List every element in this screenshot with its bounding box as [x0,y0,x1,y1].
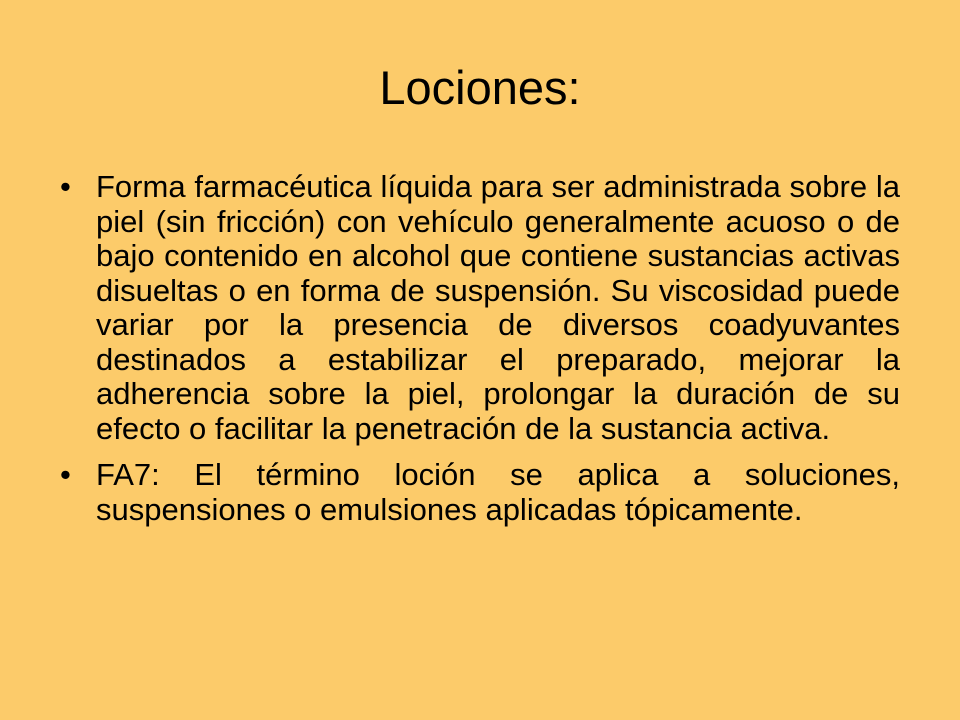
bullet-icon: • [60,457,71,492]
bullet-text-definition: Forma farmacéutica líquida para ser administrada sobre la piel (sin fricción) con vehículo generalmente acuoso o de bajo contenido en alcohol que contiene sustancias activas disueltas o en forma de suspensión. Su viscosidad puede variar por la presencia de diversos coadyuvantes destinados a estabilizar el preparado, mejorar la adherencia sobre la piel, prolongar la duración de su efecto o facilitar la penetración de la sustancia activa. [96,169,900,446]
bullet-icon: • [60,169,71,204]
bullet-item-definition [60,170,900,446]
slide-title: Lociones: [379,61,581,114]
bullet-item-fa7 [60,458,900,527]
bullet-text-fa7: FA7: El término loción se aplica a soluciones, suspensiones o emulsiones aplicadas tópicamente. [96,457,900,527]
bullet-list [60,170,900,527]
